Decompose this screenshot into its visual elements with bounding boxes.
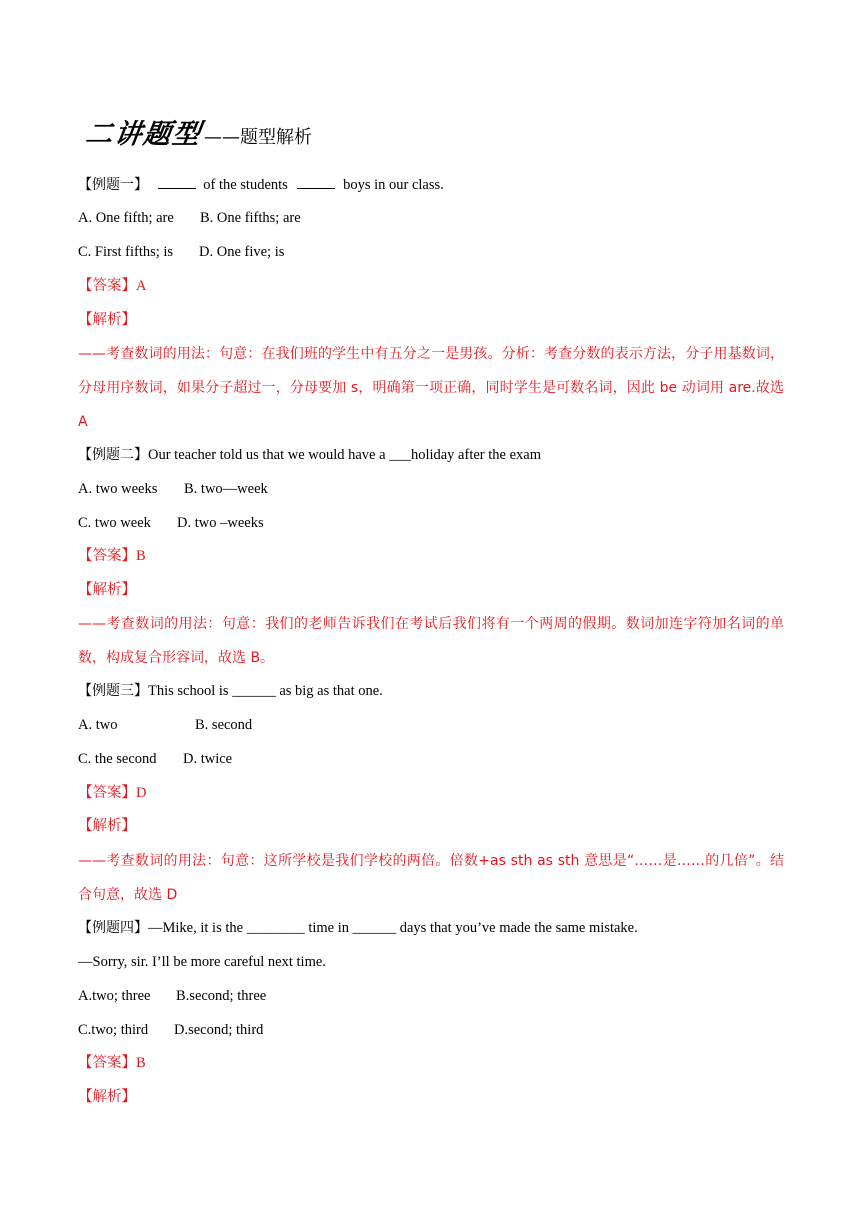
q3-tag: 【例题三】 [78,683,148,699]
q2-option-d: D. two –weeks [177,515,264,531]
q4-tag: 【例题四】 [78,920,148,936]
q4-stem-c: days that you’ve made the same mistake. [396,920,638,936]
q2-blank: ___ [389,447,411,463]
q2-option-b: B. two—week [184,481,268,497]
q2-stem-b: holiday after the exam [410,447,541,463]
q1-stem-b: boys in our class. [343,177,444,193]
q1-options-row-1 [78,208,301,228]
q2-stem-a: Our teacher told us that we would have a [148,447,390,463]
q3-options-row-2 [78,749,232,769]
q4-stem-a: —Mike, it is the [148,920,247,936]
q4-option-d: D.second; third [174,1022,264,1038]
q4-blank-1: ________ [246,920,305,936]
q1-blank-2 [297,174,335,189]
q2-option-c: C. two week [78,515,151,531]
q3-option-c: C. the second [78,751,157,767]
q2-tag: 【例题二】 [78,447,148,463]
q3-blank: ______ [232,683,276,699]
q1-option-a: A. One fifth; are [78,210,174,226]
q4-options-row-2 [78,1020,263,1040]
title-sub: ——题型解析 [204,127,312,148]
q4-stem-b: time in [304,920,353,936]
q3-option-a: A. two [78,717,118,733]
q1-option-c: C. First fifths; is [78,244,174,260]
q2-answer: 【答案】B [78,548,146,564]
q2-options-row-2 [78,513,264,533]
q4-reply: —Sorry, sir. I’ll be more careful next time. [78,954,326,970]
q3-options-row-1 [78,715,252,735]
q4-stem [78,918,638,938]
q3-stem-b: as big as that one. [275,683,383,699]
q1-tag: 【例题一】 [78,177,148,193]
q4-option-c: C.two; third [78,1022,149,1038]
q1-answer: 【答案】A [78,278,147,294]
q3-option-b: B. second [195,717,253,733]
q2-option-a: A. two weeks [78,481,158,497]
q1-analysis: ——考查数词的用法：句意：在我们班的学生中有五分之一是男孩。分析：考查分数的表示方法，分子用基数词，分母用序数词，如果分子超过一，分母要加 s，明确第一项正确，同时学生是可数名词，因此 be 动词用 are.故选 A [78,346,784,430]
q4-analysis-label: 【解析】 [78,1089,136,1105]
q4-answer: 【答案】B [78,1055,146,1071]
q3-analysis-label: 【解析】 [78,818,136,834]
section-title [83,112,312,151]
q3-answer: 【答案】D [78,785,147,801]
q2-analysis: ——考查数词的用法：句意：我们的老师告诉我们在考试后我们将有一个两周的假期。数词加连字符加名词的单数，构成复合形容词，故选 B。 [78,616,784,666]
q4-option-b: B.second; three [176,988,267,1004]
q3-stem-a: This school is [148,683,233,699]
q3-stem [78,681,383,701]
q1-stem [78,174,444,195]
q4-option-a: A.two; three [78,988,151,1004]
q4-options-row-1 [78,986,266,1006]
title-main: 二讲题型 [83,119,204,150]
q2-analysis-label: 【解析】 [78,582,136,598]
q1-options-row-2 [78,242,284,262]
q2-options-row-1 [78,479,268,499]
q1-stem-a: of the students [203,177,288,193]
q1-option-d: D. One five; is [199,244,285,260]
q4-blank-2: ______ [352,920,397,936]
q2-stem [78,445,541,465]
q1-option-b: B. One fifths; are [200,210,301,226]
q3-analysis: ——考查数词的用法：句意：这所学校是我们学校的两倍。倍数+as sth as sth 意思是“……是……的几倍”。结合句意，故选 D [78,853,784,903]
q1-analysis-label: 【解析】 [78,312,136,328]
q1-blank-1 [158,174,196,189]
q3-option-d: D. twice [183,751,233,767]
